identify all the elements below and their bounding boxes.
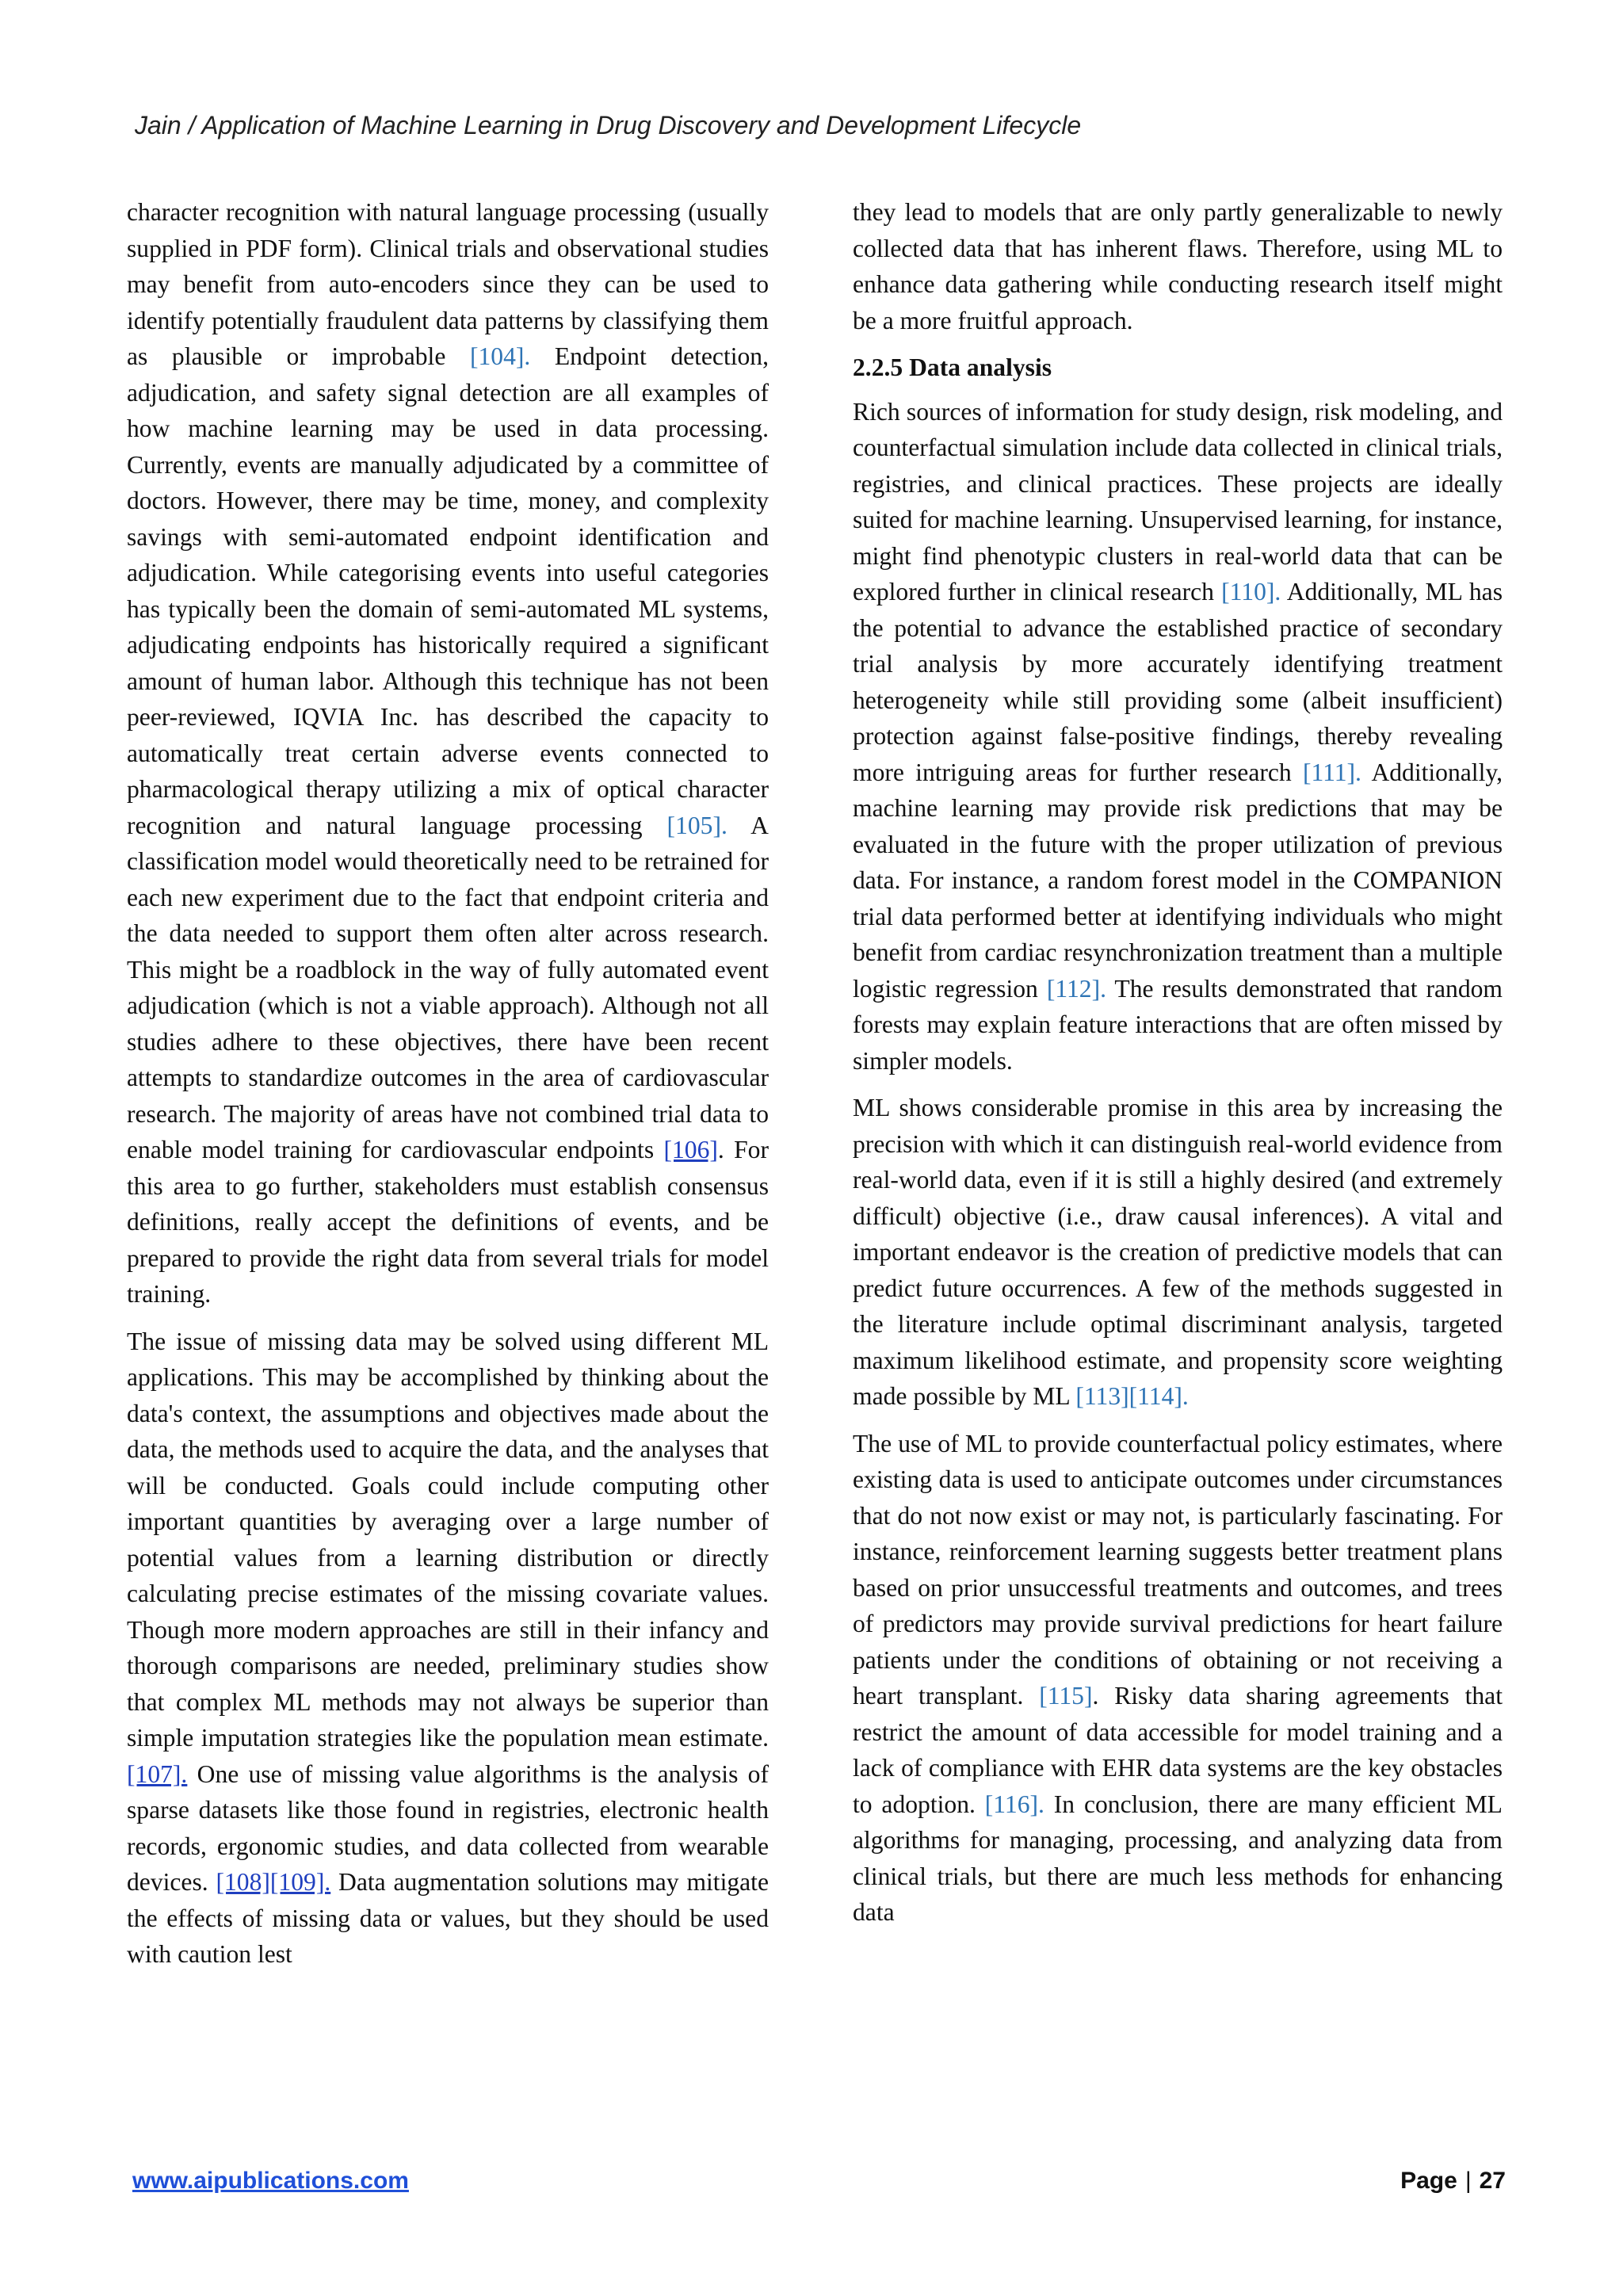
website-link[interactable]: www.aipublications.com bbox=[132, 2168, 409, 2194]
citation-113-114[interactable]: [113][114]. bbox=[1075, 1382, 1189, 1410]
left-column bbox=[127, 194, 769, 1984]
paragraph: ML shows considerable promise in this area by increasing the precision with which it can distinguish real-world evidence from real-world data, even if it is still a highly desired (and extremely difficult) objective (i.e., draw causal inferences). A vital and important endeavor is the creation of predictive models that can predict future occurrences. A few of the methods suggested in the literature include optimal discriminant analysis, targeted maximum likelihood estimate, and propensity score weighting made possible by ML [113][114]. bbox=[853, 1094, 1503, 1410]
citation-104[interactable]: [104]. bbox=[469, 342, 531, 370]
citation-108-109[interactable]: [108][109]. bbox=[216, 1868, 331, 1896]
paragraph: The use of ML to provide counterfactual policy estimates, where existing data is used to anticipate outcomes under circumstances that do not now exist or may not, is particularly fascinating. For instance, reinforcement learning suggests better treatment plans based on prior unsuccessful treatments and outcomes, and trees of predictors may provide survival predictions for heart failure patients under the conditions of obtaining or not receiving a heart transplant. [115]. Risky data sharing agreements that restrict the amount of data accessible for model training and a lack of compliance with EHR data systems are the key obstacles to adoption. [116]. In conclusion, there are many efficient ML algorithms for managing, processing, and analyzing data from clinical trials, but there are much less methods for enhancing data bbox=[853, 1429, 1503, 1926]
citation-116[interactable]: [116]. bbox=[984, 1790, 1044, 1818]
citation-107[interactable]: [107]. bbox=[127, 1759, 188, 1788]
citation-105[interactable]: [105]. bbox=[666, 811, 727, 839]
citation-115[interactable]: [115] bbox=[1039, 1682, 1093, 1710]
paragraph: The issue of missing data may be solved using different ML applications. This may be accomplished by thinking about the data's context, the assumptions and objectives made about the data, the methods used to acquire the data, and the analyses that will be conducted. Goals could include computing other important quantities by averaging over a large number of potential values from a learning distribution or directly calculating precise estimates of the missing covariate values. Though more modern approaches are still in their infancy and thorough comparisons are needed, preliminary studies show that complex ML methods may not always be superior than simple imputation strategies like the population mean estimate. [107]. One use of missing value algorithms is the analysis of sparse datasets like those found in registries, electronic health records, ergonomic studies, and data collected from wearable devices. [108][109]. Data augmentation solutions may mitigate the effects of missing data or values, but they should be used with caution lest bbox=[127, 1327, 769, 1968]
paragraph: they lead to models that are only partly generalizable to newly collected data that has inherent flaws. Therefore, using ML to enhance data gathering while conducting research itself might be a more fruitful approach. bbox=[853, 198, 1503, 334]
citation-112[interactable]: [112]. bbox=[1046, 974, 1106, 1003]
citation-106[interactable]: [106] bbox=[663, 1136, 718, 1163]
paragraph: Rich sources of information for study design, risk modeling, and counterfactual simulation include data collected in clinical trials, registries, and clinical practices. These projects are ideally suited for machine learning. Unsupervised learning, for instance, might find phenotypic clusters in real-world data that can be explored further in clinical research [110]. Additionally, ML has the potential to advance the established practice of secondary trial analysis by more accurately identifying treatment heterogeneity while still providing some (albeit insufficient) protection against false-positive findings, thereby revealing more intriguing areas for further research [111]. Additionally, machine learning may provide risk predictions that may be evaluated in the future with the proper utilization of previous data. For instance, a random forest model in the COMPANION trial data performed better at identifying individuals who might benefit from cardiac resynchronization treatment than a multiple logistic regression [112]. The results demonstrated that random forests may explain feature interactions that are often missed by simpler models. bbox=[853, 397, 1503, 1075]
page-number: Page | 27 bbox=[1400, 2168, 1506, 2194]
running-header: Jain / Application of Machine Learning in Drug Discovery and Development Lifecycle bbox=[135, 111, 1082, 139]
citation-110[interactable]: [110]. bbox=[1221, 578, 1281, 606]
section-heading: 2.2.5 Data analysis bbox=[853, 353, 1052, 381]
paragraph: character recognition with natural language processing (usually supplied in PDF form). Clinical trials and observational studies may benefit from auto-encoders since they can be used to identify potentially fraudulent data patterns by classifying them as plausible or improbable [104]. Endpoint detection, adjudication, and safety signal detection are all examples of how machine learning may be used in data processing. Currently, events are manually adjudicated by a committee of doctors. However, there may be time, money, and complexity savings with semi-automated endpoint identification and adjudication. While categorising events into useful categories has typically been the domain of semi-automated ML systems, adjudicating endpoints has historically required a significant amount of human labor. Although this technique has not been peer-reviewed, IQVIA Inc. has described the capacity to automatically treat certain adverse events connected to pharmacological therapy utilizing a mix of optical character recognition and natural language processing [105]. A classification model would theoretically need to be retrained for each new experiment due to the fact that endpoint criteria and the data needed to support them often alter across research. This might be a roadblock in the way of fully automated event adjudication (which is not a viable approach). Although not all studies adhere to these objectives, there have been recent attempts to standardize outcomes in the area of cardiovascular research. The majority of areas have not combined trial data to enable model training for cardiovascular endpoints [106]. For this area to go further, stakeholders must establish consensus definitions, really accept the definitions of events, and be prepared to provide the right data from several trials for model training. bbox=[127, 198, 769, 1308]
right-column bbox=[853, 194, 1503, 1942]
citation-111[interactable]: [111]. bbox=[1302, 758, 1361, 786]
